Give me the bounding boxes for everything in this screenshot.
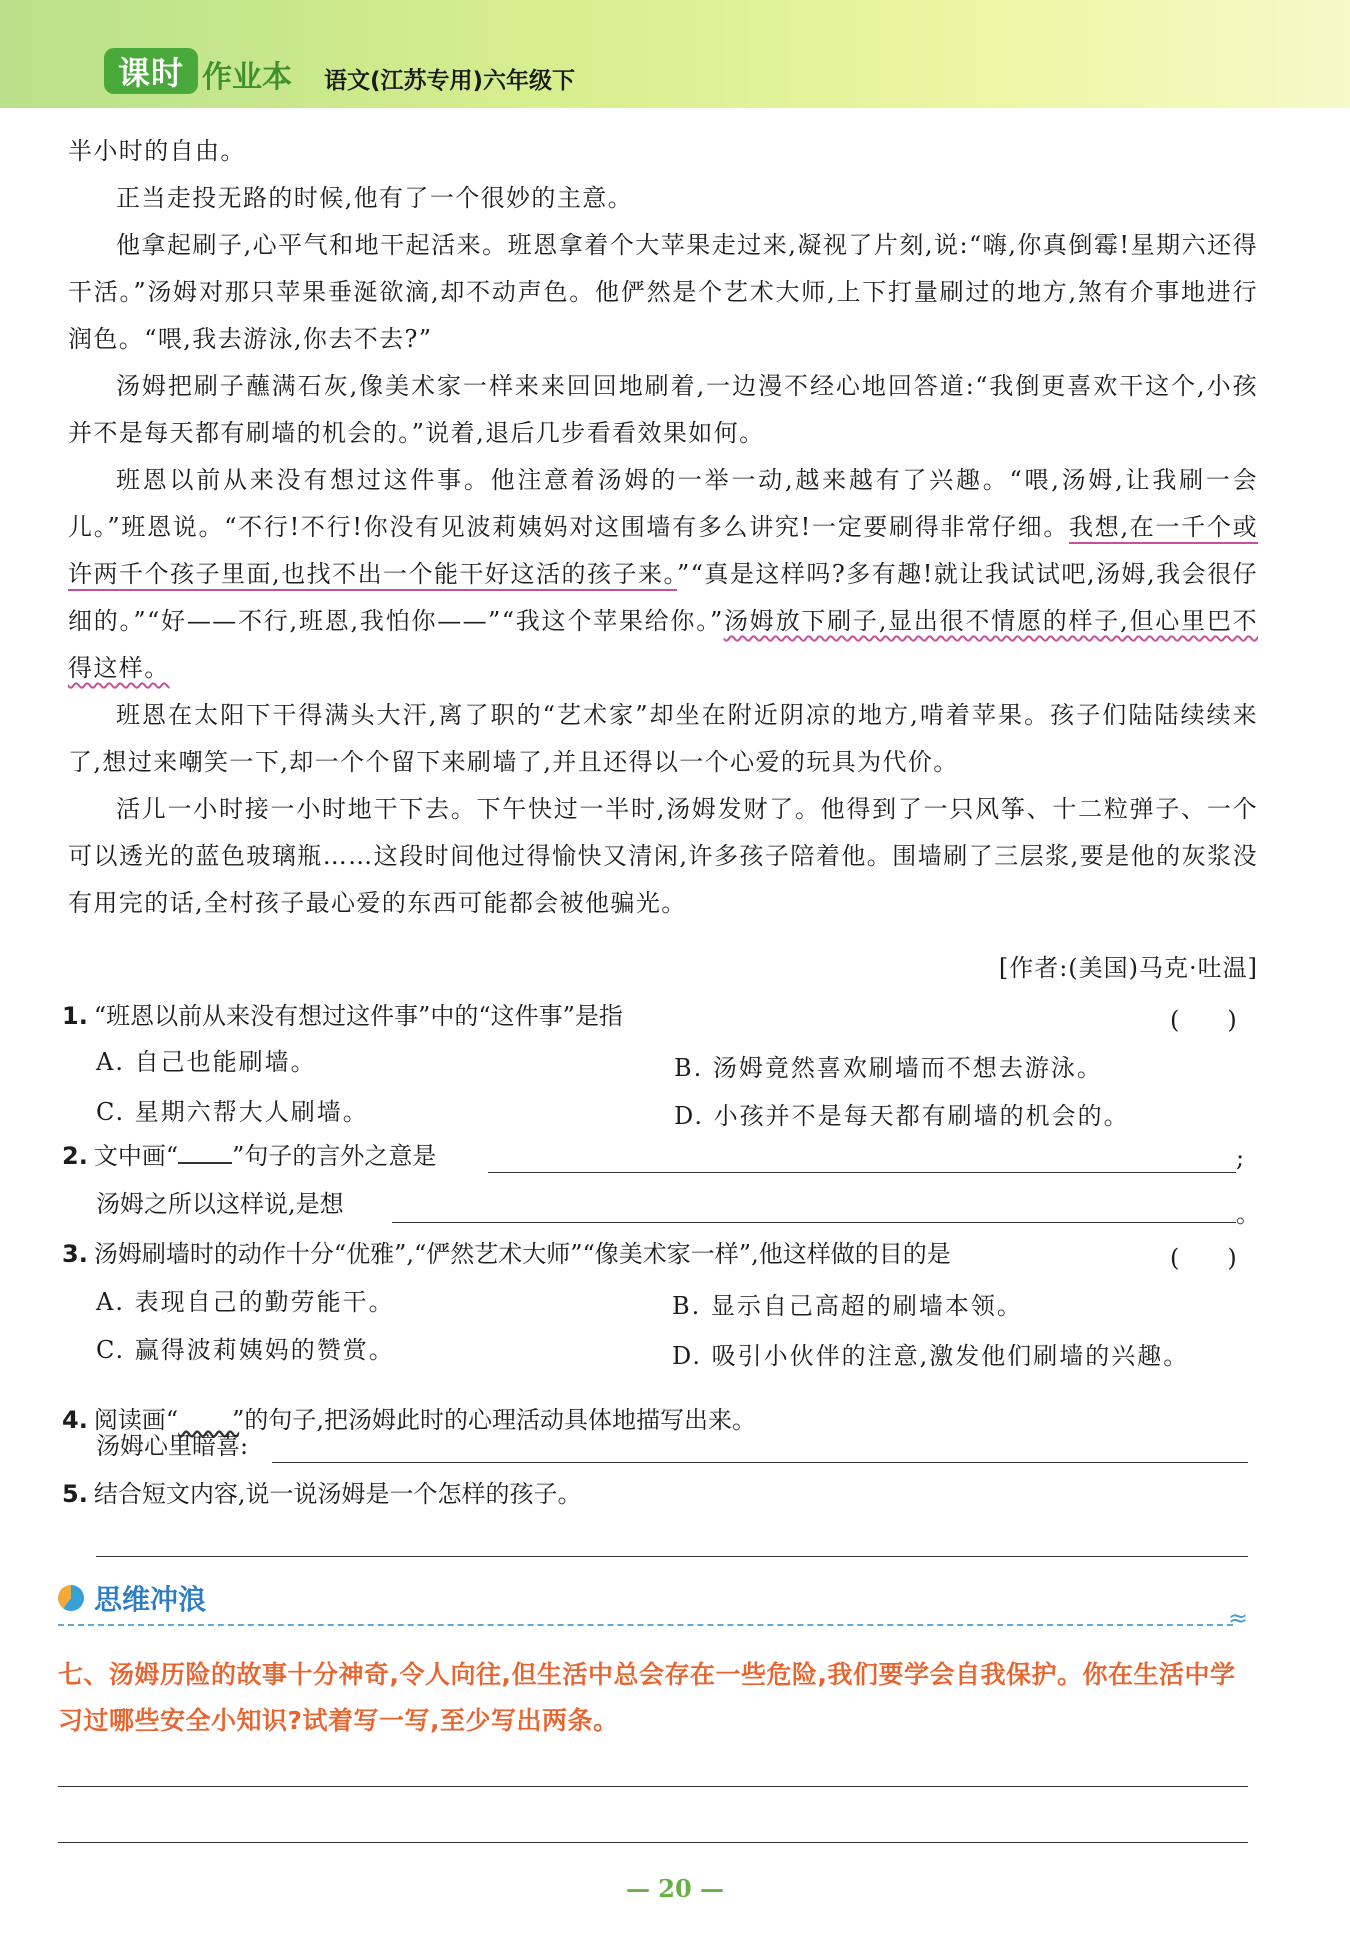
paragraph: 正当走投无路的时候,他有了一个很妙的主意。 (116, 184, 634, 212)
section-header (58, 1578, 206, 1618)
question-number: 3. (62, 1240, 88, 1268)
question-3 (62, 1234, 951, 1269)
option-b[interactable]: B. 显示自己高超的刷墙本领。 (672, 1292, 1023, 1320)
answer-line[interactable] (58, 1842, 1248, 1843)
answer-line[interactable] (96, 1556, 1248, 1557)
wavy-underlined-sentence: 汤姆放下刷子,显出很不情愿的样子,但心里巴不得这样。 (68, 607, 1258, 682)
question-text: ”句子的言外之意是 (232, 1142, 437, 1170)
option-a[interactable]: A. 表现自己的勤劳能干。 (96, 1288, 395, 1316)
wavy-line-marker (178, 1378, 232, 1396)
header-band (0, 0, 1350, 108)
section-title: 思维冲浪 (94, 1583, 207, 1616)
question-text: 结合短文内容,说一说汤姆是一个怎样的孩子。 (93, 1480, 582, 1508)
paragraph: 汤姆把刷子蘸满石灰,像美术家一样来来回回地刷着,一边漫不经心地回答道:“我倒更喜欢干这个,小孩并不是每天都有刷墙的机会的。”说着,退后几步看看效果如何。 (68, 372, 1258, 447)
option-a[interactable]: A. 自己也能刷墙。 (96, 1048, 317, 1076)
option-b[interactable]: B. 汤姆竟然喜欢刷墙而不想去游泳。 (674, 1054, 1103, 1082)
answer-paren[interactable]: ( ) (1170, 1244, 1237, 1272)
question-text: ”的句子,把汤姆此时的心理活动具体地描写出来。 (232, 1406, 757, 1434)
option-d[interactable]: D. 小孩并不是每天都有刷墙的机会的。 (674, 1102, 1130, 1130)
question-text: 文中画“ (93, 1142, 179, 1170)
paragraph-text: ”“真是这样吗?多有趣!就让我试试吧,汤姆,我会很仔细的。”“好——不行,班恩,我怕你——”“我这个苹果给你。” (68, 560, 1258, 635)
page-number: — 20 — (625, 1874, 725, 1903)
reading-passage (68, 128, 1258, 927)
question-text: “班恩以前从来没有想过这件事”中的“这件事”是指 (93, 1002, 623, 1030)
question-1 (62, 996, 623, 1031)
punctuation: ; (1236, 1144, 1245, 1172)
swirl-icon (58, 1585, 84, 1611)
author-credit: [作者:(美国)马克·吐温] (998, 954, 1258, 982)
brand-logo: 课时 (104, 48, 198, 94)
question-text: 汤姆刷墙时的动作十分“优雅”,“俨然艺术大师”“像美术家一样”,他这样做的目的是 (93, 1240, 951, 1268)
question-5 (62, 1474, 581, 1509)
option-c[interactable]: C. 星期六帮大人刷墙。 (96, 1098, 369, 1126)
question-number: 2. (62, 1142, 88, 1170)
option-d[interactable]: D. 吸引小伙伴的注意,激发他们刷墙的兴趣。 (672, 1342, 1190, 1370)
subject-title: 语文(江苏专用)六年级下 (324, 68, 576, 94)
question-2 (62, 1136, 436, 1171)
paragraph: 班恩在太阳下干得满头大汗,离了职的“艺术家”却坐在附近阴凉的地方,啃着苹果。孩子们陆陆续续来了,想过来嘲笑一下,却一个个留下来刷墙了,并且还得以一个心爱的玩具为代价。 (68, 701, 1258, 776)
question-number: 1. (62, 1002, 88, 1030)
task-prompt: 七、汤姆历险的故事十分神奇,令人向往,但生活中总会存在一些危险,我们要学会自我保护。你在生活中学习过哪些安全小知识?试着写一写,至少写出两条。 (58, 1660, 1236, 1735)
paragraph: 半小时的自由。 (68, 137, 246, 165)
option-c[interactable]: C. 赢得波莉姨妈的赞赏。 (96, 1336, 395, 1364)
answer-line[interactable] (272, 1462, 1248, 1463)
straight-underlined-sentence: 我想,在一千个或许两千个孩子里面,也找不出一个能干好这活的孩子来。 (68, 513, 1258, 591)
wave-icon: ≈ (1228, 1604, 1249, 1632)
answer-paren[interactable]: ( ) (1170, 1006, 1237, 1034)
paragraph: 他拿起刷子,心平气和地干起活来。班恩拿着个大苹果走过来,凝视了片刻,说:“嗨,你真倒霉!星期六还得干活。”汤姆对那只苹果垂涎欲滴,却不动声色。他俨然是个艺术大师,上下打量刷过的地方,煞有介事地进行润色。“喂,我去游泳,你去不去?” (68, 231, 1258, 353)
answer-line[interactable] (58, 1786, 1248, 1787)
question-subline: 汤姆之所以这样说,是想 (96, 1190, 344, 1218)
answer-line[interactable] (392, 1222, 1236, 1223)
question-subline: 汤姆心里暗喜: (96, 1432, 249, 1460)
straight-line-marker (178, 1144, 232, 1164)
paragraph (68, 457, 1258, 692)
paragraph: 活儿一小时接一小时地干下去。下午快过一半时,汤姆发财了。他得到了一只风筝、十二粒弹子、一个可以透光的蓝色玻璃瓶……这段时间他过得愉快又清闲,许多孩子陪着他。围墙刷了三层浆,要是他的灰浆没有用完的话,全村孩子最心爱的东西可能都会被他骗光。 (68, 795, 1258, 917)
brand-title: 作业本 (202, 60, 292, 95)
punctuation: 。 (1236, 1200, 1260, 1228)
question-text: 阅读画“ (93, 1406, 179, 1434)
section-divider (58, 1624, 1233, 1626)
paragraph-text: 班恩以前从来没有想过这件事。他注意着汤姆的一举一动,越来越有了兴趣。“喂,汤姆,让我刷一会儿。”班恩说。“不行!不行!你没有见波莉姨妈对这围墙有多么讲究!一定要刷得非常仔细。 (68, 466, 1258, 541)
answer-line[interactable] (488, 1172, 1236, 1173)
question-number: 5. (62, 1480, 88, 1508)
question-number: 4. (62, 1406, 88, 1434)
